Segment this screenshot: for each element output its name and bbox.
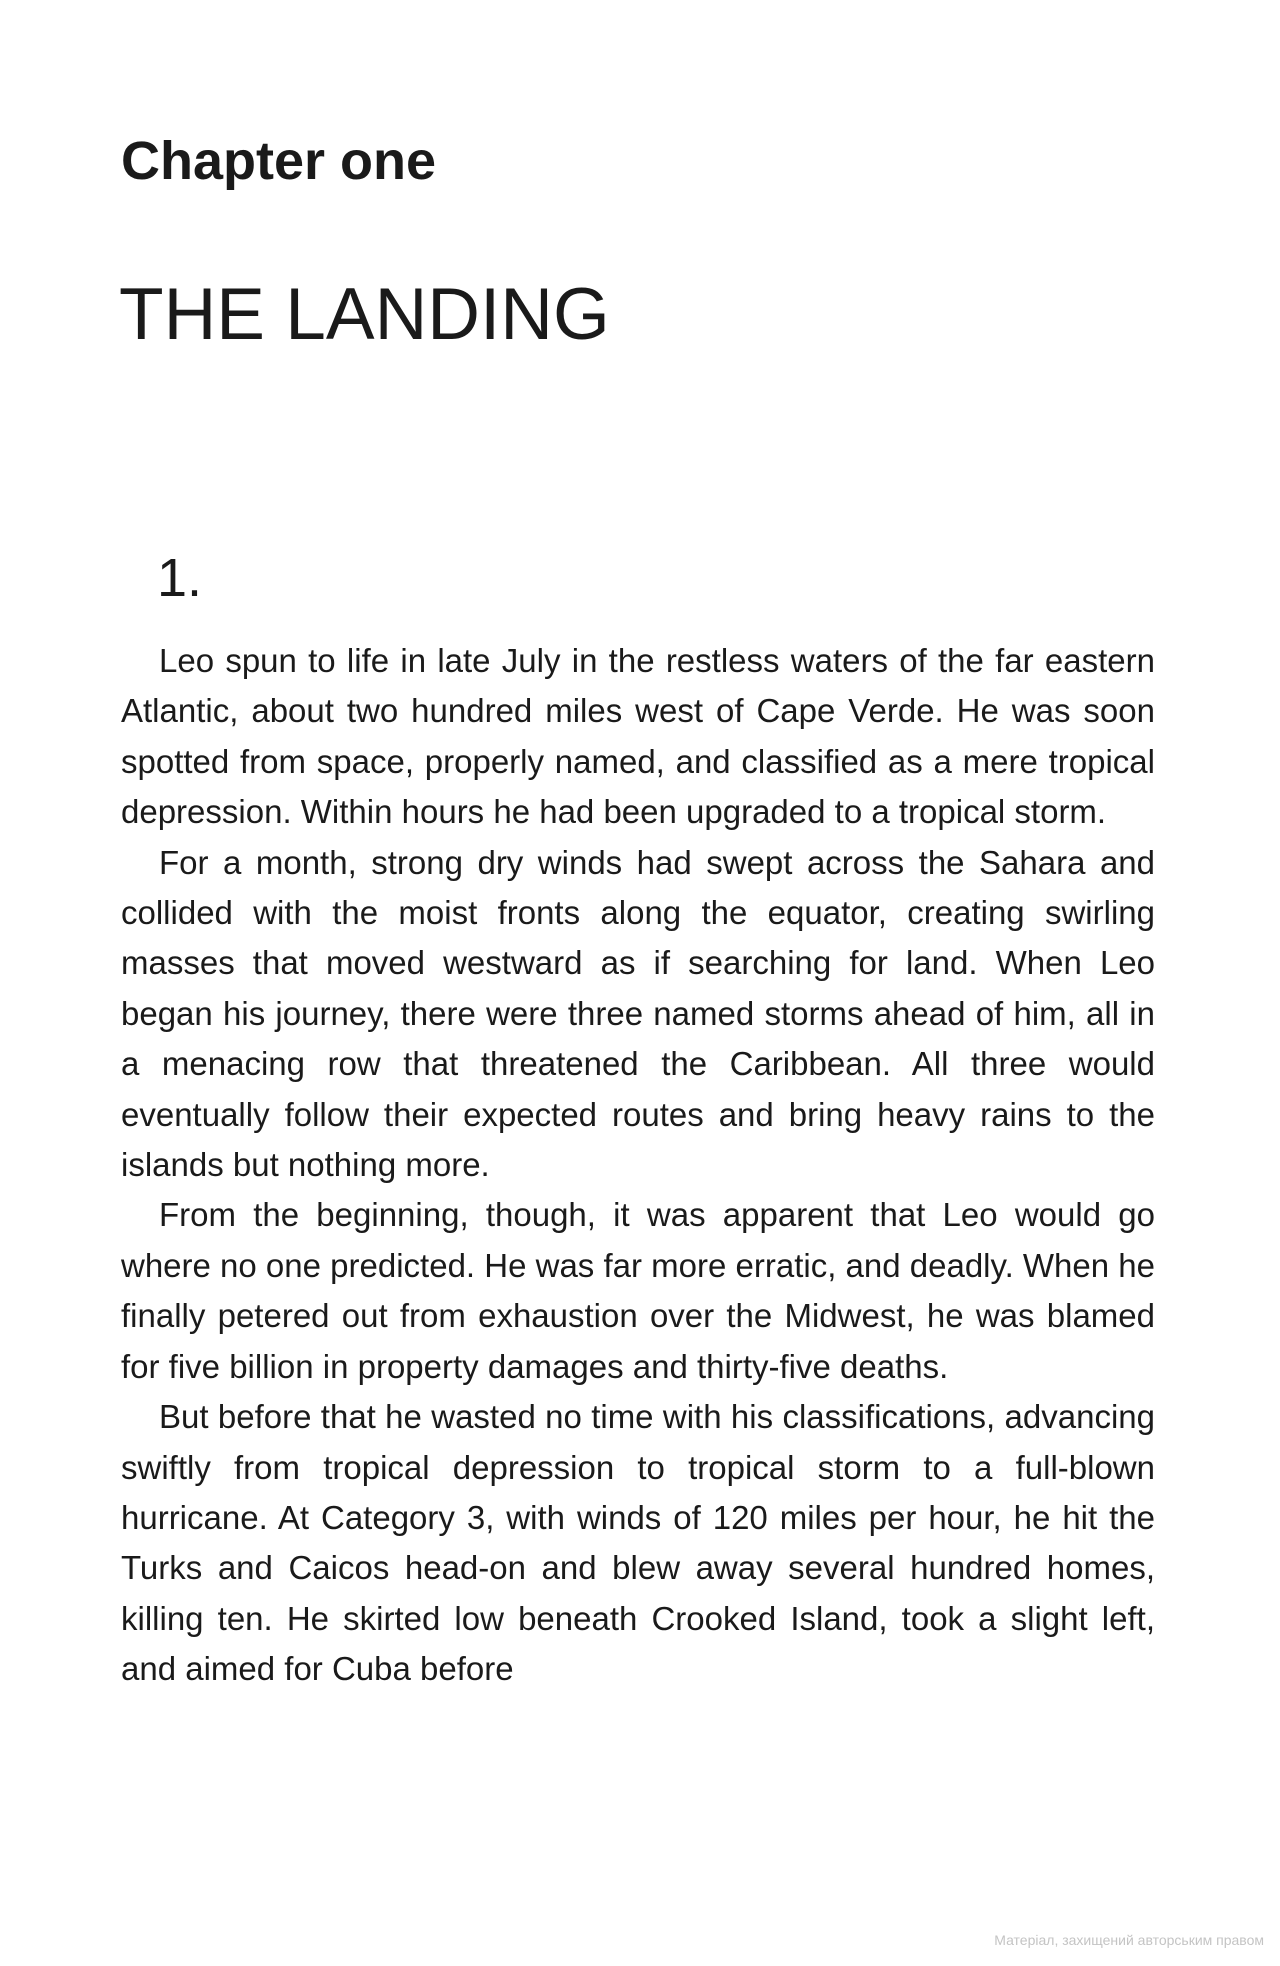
paragraph: For a month, strong dry winds had swept across the Sahara and collided with the moist fronts along the equator, creating swirling masses that moved westward as if searching for land. When Leo began his journey, there were three named storms ahead of him, all in a menacing row that threatened the Caribbean. All three would eventually follow their expected routes and bring heavy rains to the islands but nothing more. — [121, 843, 1155, 1184]
body-text — [121, 636, 1155, 1695]
copyright-watermark: Матеріал, захищений авторським правом — [994, 1932, 1264, 1948]
paragraph: From the beginning, though, it was apparent that Leo would go where no one predicted. He was far more erratic, and deadly. When he finally petered out from exhaustion over the Midwest, he was blamed for five billion in property damages and thirty-five deaths. — [121, 1196, 1155, 1385]
paragraph: Leo spun to life in late July in the restless waters of the far eastern Atlantic, about two hundred miles west of Cape Verde. He was soon spotted from space, properly named, and classified as a mere tropical depression. Within hours he had been upgraded to a tropical storm. — [121, 642, 1155, 831]
paragraph: But before that he wasted no time with his classifications, advancing swiftly from tropical depression to tropical storm to a full-blown hurricane. At Category 3, with winds of 120 miles per hour, he hit the Turks and Caicos head-on and blew away several hundred homes, killing ten. He skirted low beneath Crooked Island, took a slight left, and aimed for Cuba before — [121, 1398, 1155, 1688]
section-number: 1. — [157, 548, 203, 608]
chapter-title: THE LANDING — [119, 274, 610, 355]
chapter-label: Chapter one — [121, 131, 437, 191]
